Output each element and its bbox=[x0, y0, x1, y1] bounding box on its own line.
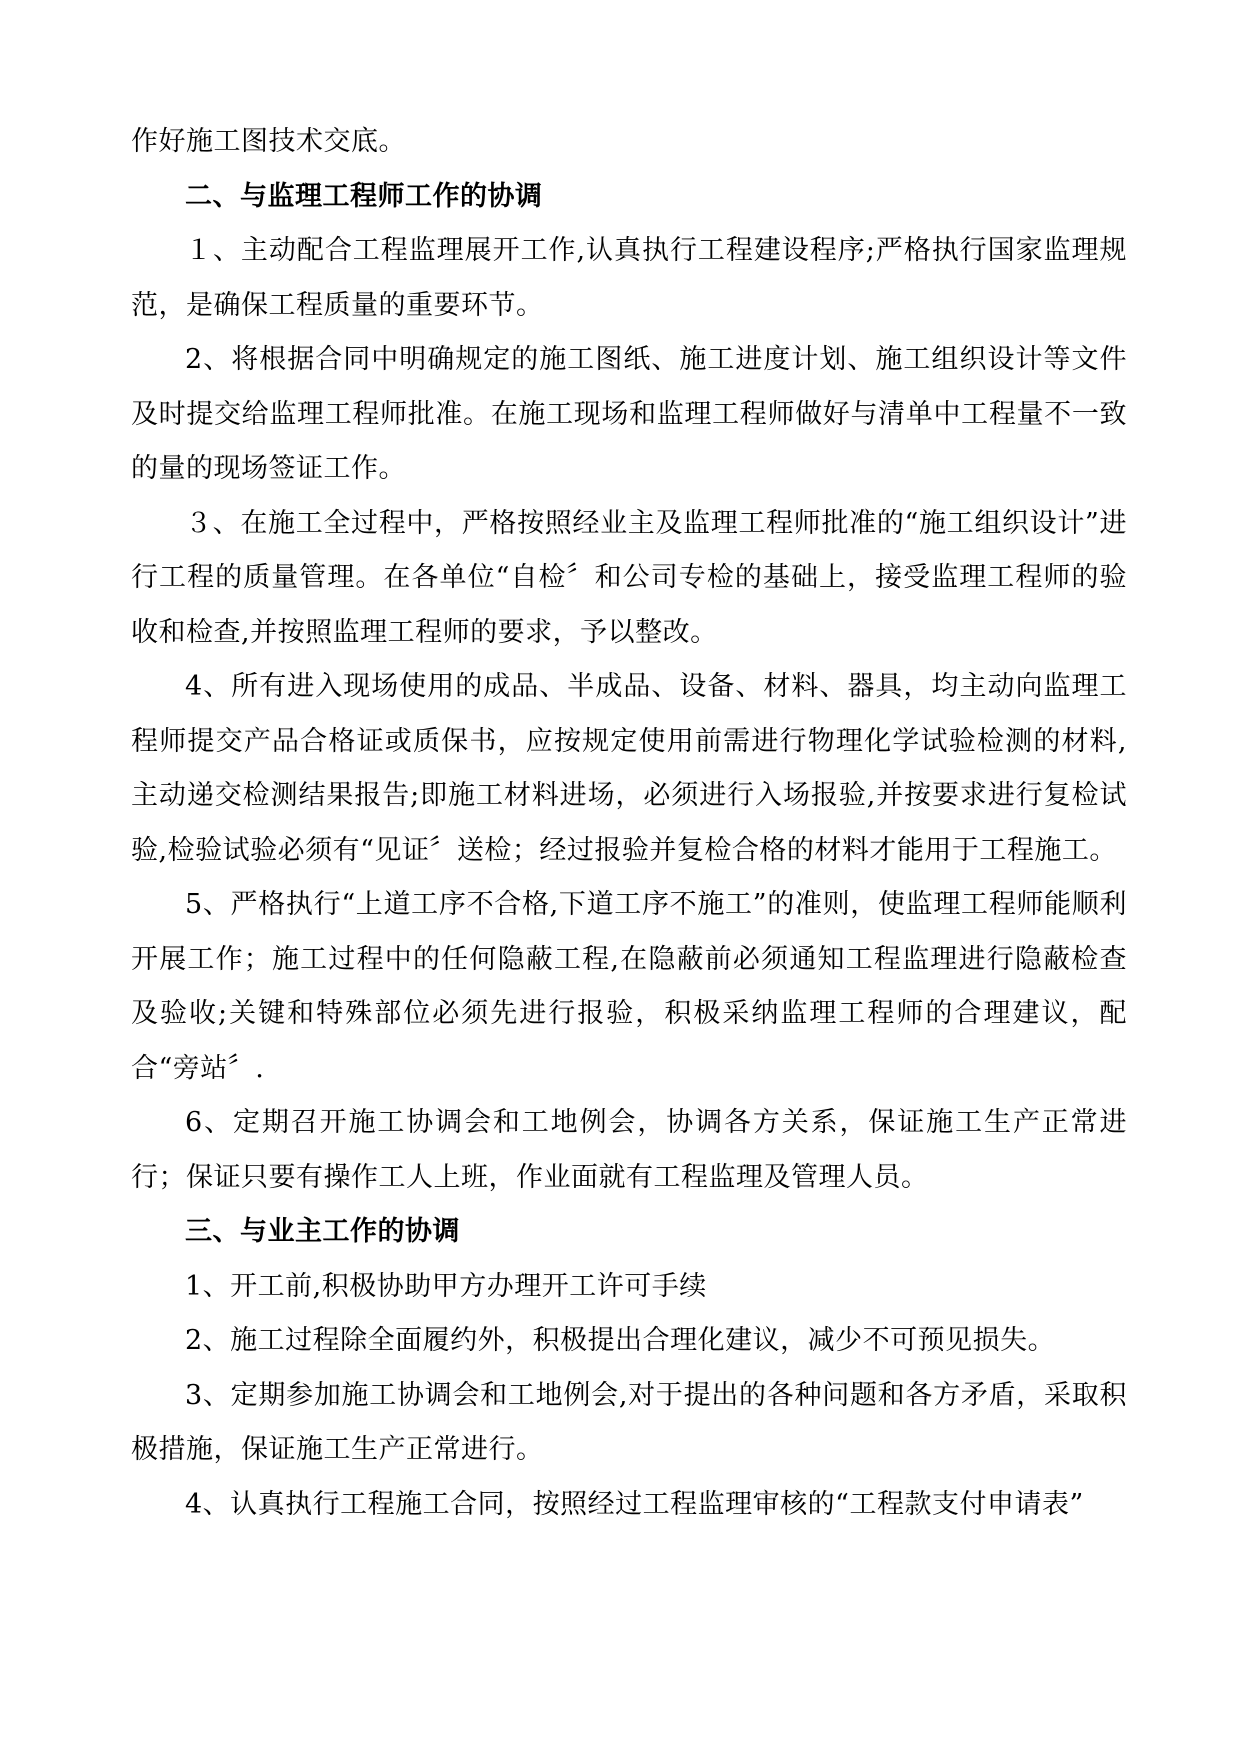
paragraph-supervisor-5: 5、严格执行“上道工序不合格,下道工序不施工”的准则，使监理工程师能顺利开展工作；施工过程中的任何隐蔽工程,在隐蔽前必须通知工程监理进行隐蔽检查及验收;关键和特殊部位必须先进行报验，积极采纳监理工程师的合理建议，配合“旁站〞. bbox=[131, 889, 1127, 1084]
paragraph-supervisor-4: 4、所有进入现场使用的成品、半成品、设备、材料、器具，均主动向监理工程师提交产品合格证或质保书，应按规定使用前需进行物理化学试验检测的材料,主动递交检测结果报告;即施工材料进场，必须进行入场报验,并按要求进行复检试验,检验试验必须有“见证〞送检；经过报验并复检合格的材料才能用于工程施工。 bbox=[131, 671, 1127, 866]
paragraph-owner-3: 3、定期参加施工协调会和工地例会,对于提出的各种问题和各方矛盾，采取积极措施，保证施工生产正常进行。 bbox=[131, 1379, 1127, 1465]
paragraph-continuation: 作好施工图技术交底。 bbox=[131, 126, 406, 157]
document-body bbox=[131, 115, 1127, 1532]
paragraph-owner-1: 1、开工前,积极协助甲方办理开工许可手续 bbox=[185, 1270, 707, 1302]
paragraph-supervisor-2: 2、将根据合同中明确规定的施工图纸、施工进度计划、施工组织设计等文件及时提交给监理工程师批准。在施工现场和监理工程师做好与清单中工程量不一致的量的现场签证工作。 bbox=[131, 344, 1127, 484]
section-heading-supervisor: 二、与监理工程师工作的协调 bbox=[185, 180, 543, 212]
paragraph-supervisor-6: 6、定期召开施工协调会和工地例会，协调各方关系，保证施工生产正常进行；保证只要有操作工人上班，作业面就有工程监理及管理人员。 bbox=[131, 1107, 1127, 1193]
paragraph-owner-4: 4、认真执行工程施工合同，按照经过工程监理审核的“工程款支付申请表” bbox=[185, 1488, 1084, 1520]
paragraph-owner-2: 2、施工过程除全面履约外，积极提出合理化建议，减少不可预见损失。 bbox=[185, 1325, 1056, 1356]
section-heading-owner: 三、与业主工作的协调 bbox=[185, 1216, 460, 1247]
paragraph-supervisor-1: １、主动配合工程监理展开工作,认真执行工程建设程序;严格执行国家监理规范，是确保工程质量的重要环节。 bbox=[131, 235, 1127, 321]
paragraph-supervisor-3: ３、在施工全过程中，严格按照经业主及监理工程师批准的“施工组织设计”进行工程的质量管理。在各单位“自检〞和公司专检的基础上，接受监理工程师的验收和检查,并按照监理工程师的要求，予以整改。 bbox=[131, 507, 1127, 648]
